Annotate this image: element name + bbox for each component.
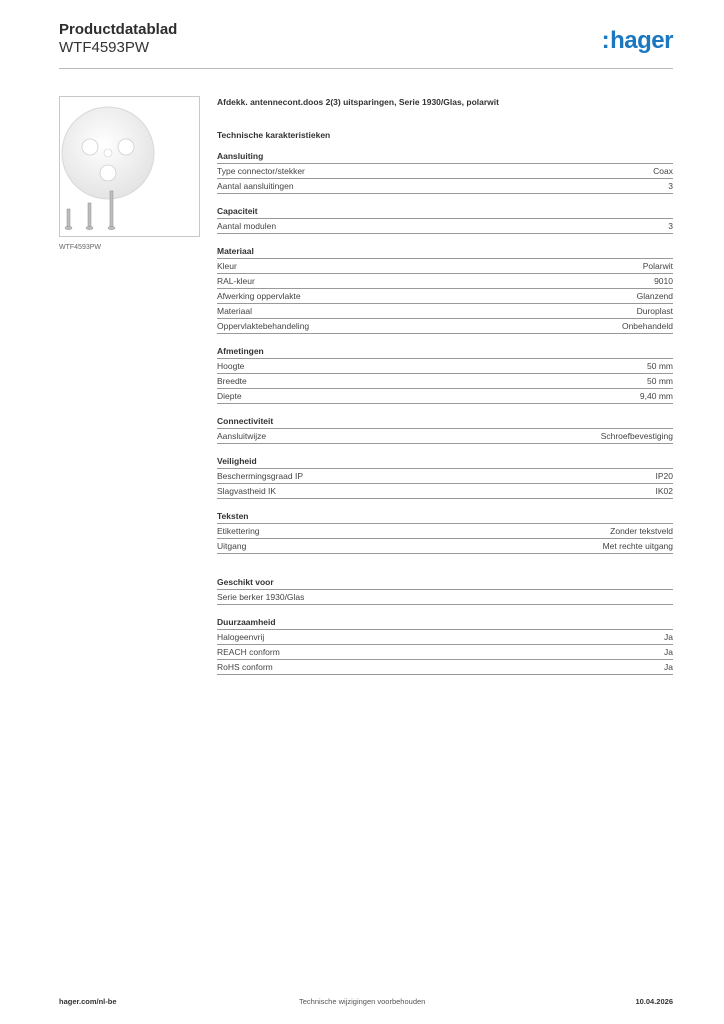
tech-heading: Technische karakteristieken xyxy=(217,130,331,140)
cover-plate-illustration xyxy=(60,97,199,236)
spec-value: 3 xyxy=(668,181,673,191)
spec-group-title: Capaciteit xyxy=(217,205,673,219)
spec-value: Ja xyxy=(664,662,673,672)
spec-label: RoHS conform xyxy=(217,662,273,672)
spec-group-title: Teksten xyxy=(217,510,673,524)
spec-label: Slagvastheid IK xyxy=(217,486,277,496)
hager-logo: :hager xyxy=(601,27,673,54)
spec-label: Serie berker 1930/Glas xyxy=(217,592,305,602)
footer-disclaimer: Technische wijzigingen voorbehouden xyxy=(299,997,426,1006)
spec-group-title: Connectiviteit xyxy=(217,415,673,429)
spec-label: Breedte xyxy=(217,376,247,386)
spec-row xyxy=(217,484,673,499)
spec-group-title: Duurzaamheid xyxy=(217,616,673,630)
spec-group xyxy=(217,455,673,499)
spec-row xyxy=(217,319,673,334)
spec-row xyxy=(217,645,673,660)
spec-label: Afwerking oppervlakte xyxy=(217,291,301,301)
spec-content xyxy=(217,96,673,675)
spec-label: Type connector/stekker xyxy=(217,166,305,176)
spec-row xyxy=(217,274,673,289)
spec-row xyxy=(217,469,673,484)
spec-group xyxy=(217,616,673,675)
image-caption: WTF4593PW xyxy=(59,244,102,251)
spec-value: Ja xyxy=(664,632,673,642)
spec-row xyxy=(217,259,673,274)
spec-label: Hoogte xyxy=(217,361,245,371)
product-image xyxy=(59,96,200,237)
spec-label: Uitgang xyxy=(217,541,247,551)
spec-value: Zonder tekstveld xyxy=(610,526,673,536)
spec-value: IK02 xyxy=(655,486,673,496)
screw-1 xyxy=(65,209,72,230)
spec-label: RAL-kleur xyxy=(217,276,255,286)
spec-label: Halogeenvrij xyxy=(217,632,265,642)
spec-row xyxy=(217,304,673,319)
spec-value: Onbehandeld xyxy=(621,321,673,331)
page-title: Productdatablad xyxy=(59,21,178,38)
spec-row xyxy=(217,289,673,304)
spec-row xyxy=(217,374,673,389)
spec-row xyxy=(217,164,673,179)
spec-group-title: Veiligheid xyxy=(217,455,673,469)
spec-label: Etikettering xyxy=(217,526,260,536)
spec-value: 50 mm xyxy=(647,361,673,371)
spec-row xyxy=(217,389,673,404)
page-header xyxy=(59,21,673,69)
spec-value: Glanzend xyxy=(636,291,673,301)
footer-date: 10.04.2026 xyxy=(635,997,673,1006)
spec-row xyxy=(217,359,673,374)
spec-label: Aantal aansluitingen xyxy=(217,181,294,191)
spec-label: Beschermingsgraad IP xyxy=(217,471,303,481)
spec-value: Met rechte uitgang xyxy=(602,541,673,551)
spec-row xyxy=(217,179,673,194)
spec-label: Aantal modulen xyxy=(217,221,277,231)
spec-value: 9,40 mm xyxy=(639,391,673,401)
spec-group-title: Afmetingen xyxy=(217,345,673,359)
spec-row xyxy=(217,429,673,444)
footer-website: hager.com/nl-be xyxy=(59,997,117,1006)
spec-value: Schroefbevestiging xyxy=(600,431,673,441)
spec-row xyxy=(217,539,673,554)
spec-group-title: Materiaal xyxy=(217,245,673,259)
spec-value: 50 mm xyxy=(647,376,673,386)
spec-value: 9010 xyxy=(654,276,673,286)
spec-group xyxy=(217,510,673,554)
spec-group xyxy=(217,576,673,605)
spec-label: Oppervlaktebehandeling xyxy=(217,321,310,331)
spec-value: IP20 xyxy=(655,471,673,481)
spec-label: Kleur xyxy=(217,261,237,271)
product-code: WTF4593PW xyxy=(59,39,150,56)
product-description: Afdekk. antennecont.doos 2(3) uitsparingen, Serie 1930/Glas, polarwit xyxy=(217,97,499,107)
spec-row xyxy=(217,219,673,234)
spec-group-title: Aansluiting xyxy=(217,150,673,164)
spec-row xyxy=(217,660,673,675)
spec-value: Coax xyxy=(653,166,673,176)
spec-value: Duroplast xyxy=(636,306,673,316)
spec-row xyxy=(217,590,673,605)
spec-group-title: Geschikt voor xyxy=(217,576,673,590)
spec-group xyxy=(217,245,673,334)
screw-2 xyxy=(86,203,93,230)
spec-group xyxy=(217,150,673,194)
spec-label: Aansluitwijze xyxy=(217,431,267,441)
spec-value: Polarwit xyxy=(642,261,673,271)
spec-row xyxy=(217,630,673,645)
spec-row xyxy=(217,524,673,539)
spec-value: 3 xyxy=(668,221,673,231)
spec-group xyxy=(217,345,673,404)
spec-label: REACH conform xyxy=(217,647,280,657)
spec-group xyxy=(217,415,673,444)
header-divider xyxy=(59,68,673,69)
spec-group xyxy=(217,205,673,234)
spec-groups xyxy=(217,150,673,675)
spec-label: Diepte xyxy=(217,391,242,401)
spec-label: Materiaal xyxy=(217,306,252,316)
spec-value: Ja xyxy=(664,647,673,657)
